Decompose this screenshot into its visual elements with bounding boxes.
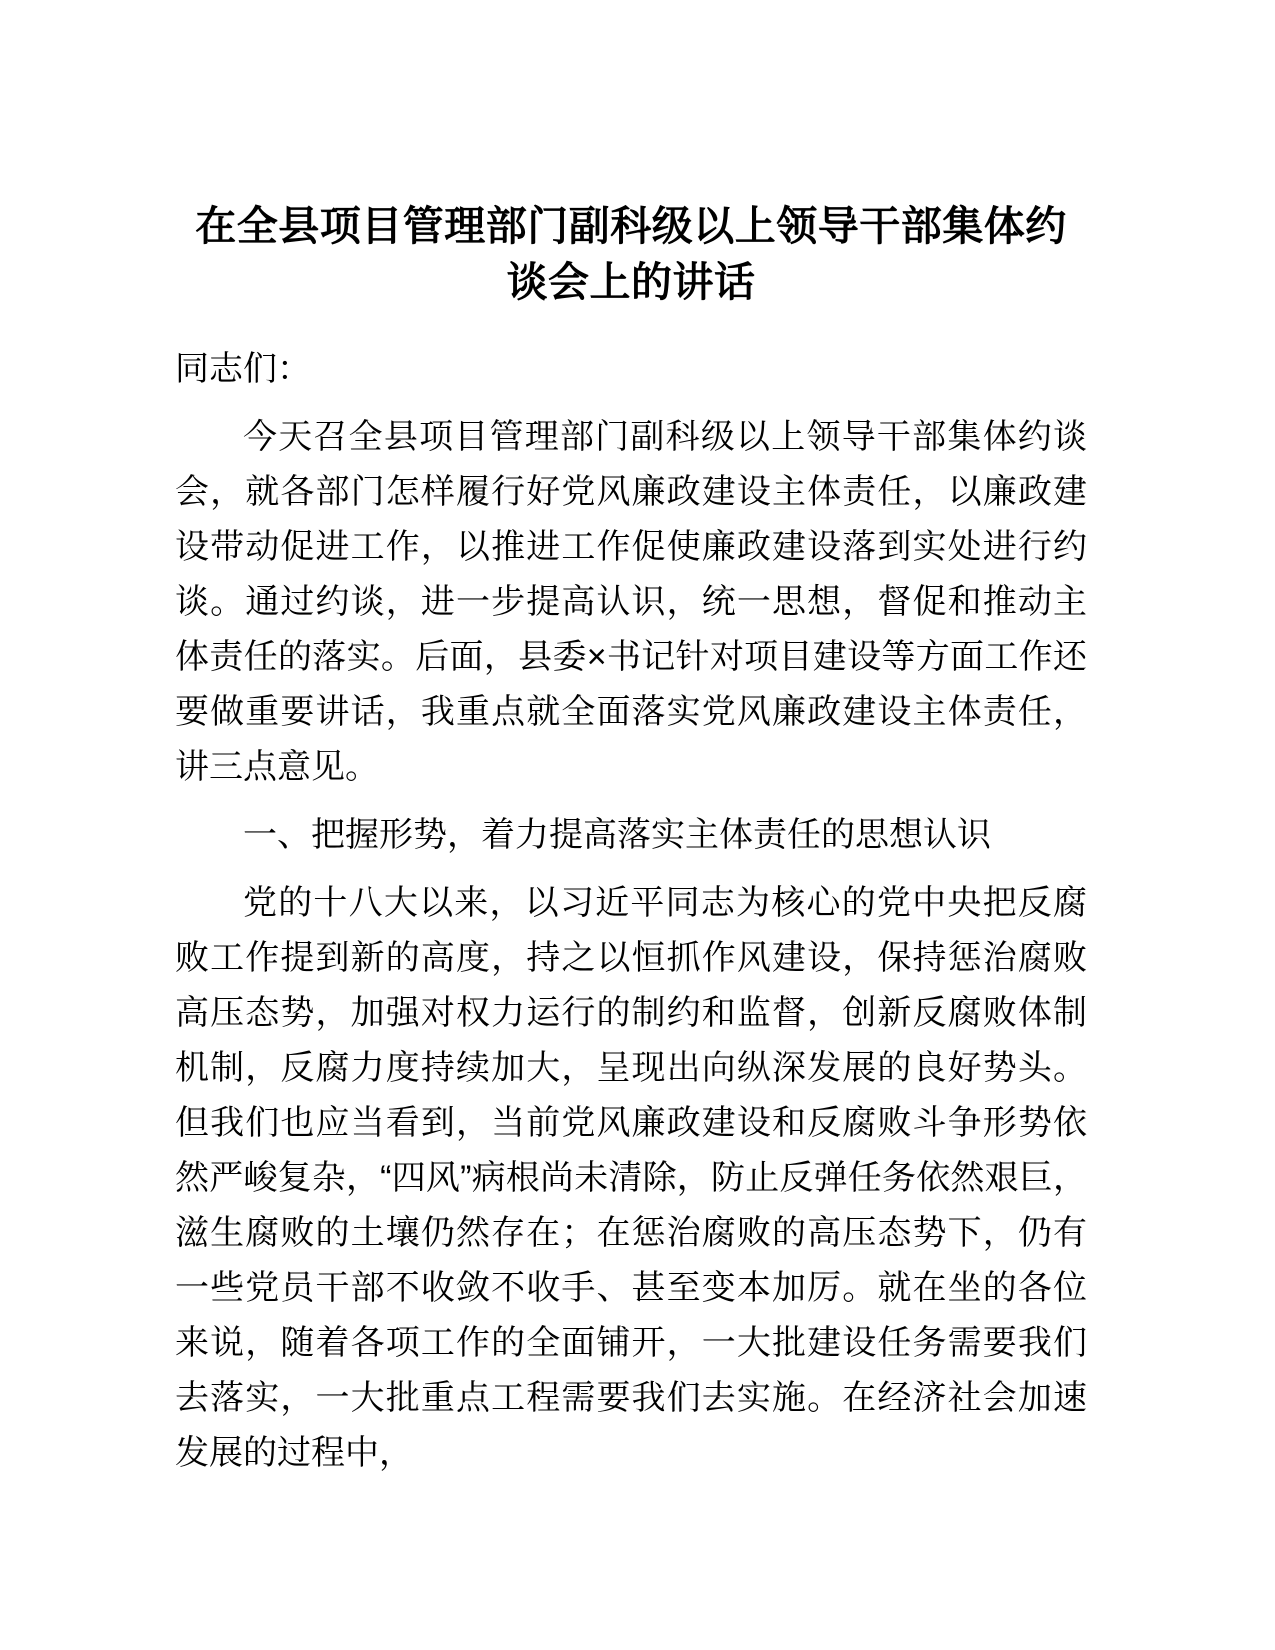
paragraph-intro: 今天召全县项目管理部门副科级以上领导干部集体约谈会，就各部门怎样履行好党风廉政建设主体责任，以廉政建设带动促进工作，以推进工作促使廉政建设落到实处进行约谈。通过约谈，进一步提高认识，统一思想，督促和推动主体责任的落实。后面，县委×书记针对项目建设等方面工作还要做重要讲话，我重点就全面落实党风廉政建设主体责任，讲三点意见。 — [175, 418, 1087, 786]
page-title: 在全县项目管理部门副科级以上领导干部集体约谈会上的讲话 — [195, 203, 1067, 305]
section-heading-1: 一、把握形势，着力提高落实主体责任的思想认识 — [243, 816, 991, 854]
paragraph-section-1-body: 党的十八大以来，以习近平同志为核心的党中央把反腐败工作提到新的高度，持之以恒抓作风建设，保持惩治腐败高压态势，加强对权力运行的制约和监督，创新反腐败体制机制，反腐力度持续加大，呈现出向纵深发展的良好势头。但我们也应当看到，当前党风廉政建设和反腐败斗争形势依然严峻复杂，“四风”病根尚未清除，防止反弹任务依然艰巨，滋生腐败的土壤仍然存在；在惩治腐败的高压态势下，仍有一些党员干部不收敛不收手、甚至变本加厉。就在坐的各位来说，随着各项工作的全面铺开，一大批建设任务需要我们去落实，一大批重点工程需要我们去实施。在经济社会加速发展的过程中， — [175, 884, 1087, 1472]
document-content — [175, 0, 1087, 1481]
salutation: 同志们： — [175, 350, 311, 388]
